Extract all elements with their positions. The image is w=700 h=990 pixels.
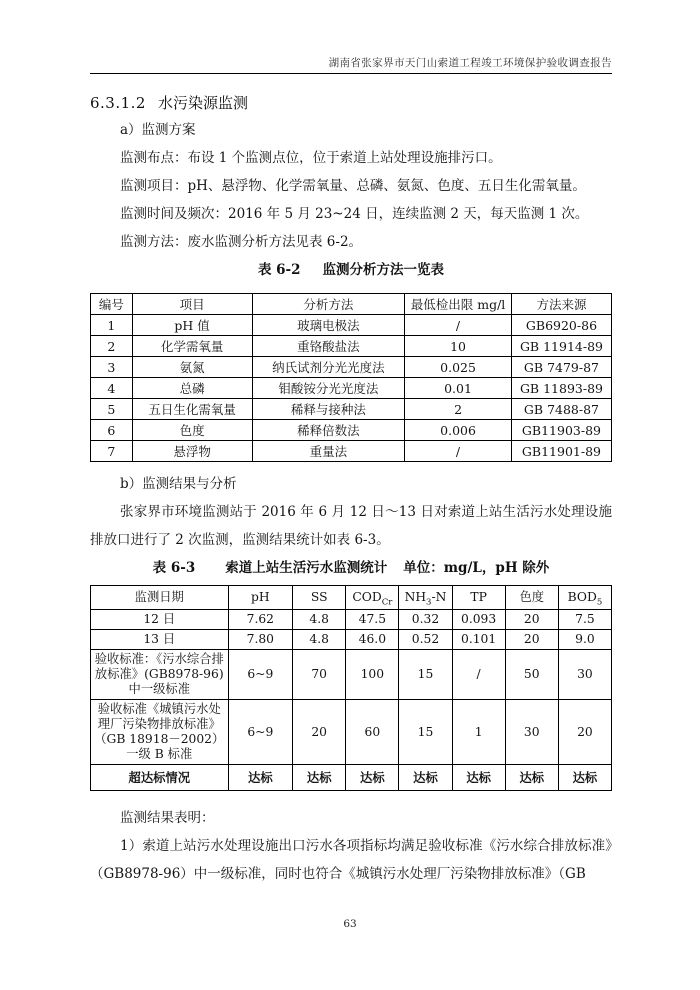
table-header-cell: 项目 (132, 294, 252, 315)
table-cell: / (405, 315, 512, 336)
table-cell: 6~9 (228, 650, 293, 700)
table-cell: 20 (505, 630, 558, 650)
table-cell: 达标 (228, 765, 293, 791)
running-header: 湖南省张家界市天门山索道工程竣工环境保护验收调查报告 (90, 57, 612, 74)
cell-text: TP (470, 590, 487, 604)
table-cell: 7.80 (228, 630, 293, 650)
table-cell: 玻璃电极法 (252, 315, 405, 336)
table-row (91, 765, 612, 791)
table-cell: / (405, 441, 512, 462)
table-cell: 验收标准《城镇污水处理厂污染物排放标准》（GB 18918－2002）一级 B 标准 (91, 700, 229, 765)
table-cell: 9.0 (558, 630, 611, 650)
table-cell: 重铬酸盐法 (252, 336, 405, 357)
table-header-cell (558, 586, 611, 610)
table-cell: GB 7479-87 (511, 357, 611, 378)
table-cell: GB11903-89 (511, 420, 611, 441)
table-cell: 20 (293, 700, 346, 765)
cell-text: COD (352, 590, 382, 604)
table-cell: pH 值 (132, 315, 252, 336)
table-header-cell (228, 586, 293, 610)
table-6-2 (90, 293, 612, 462)
table-cell: 0.32 (399, 610, 452, 630)
cell-subscript: 3 (426, 597, 432, 608)
table-cell: 超达标情况 (91, 765, 229, 791)
table-cell: / (452, 650, 505, 700)
table-cell: 总磷 (132, 378, 252, 399)
cell-text: 监测日期 (134, 590, 184, 604)
table-cell: 重量法 (252, 441, 405, 462)
table-cell: 3 (91, 357, 133, 378)
table-cell: 6 (91, 420, 133, 441)
table-cell: 46.0 (346, 630, 399, 650)
table-cell: 20 (505, 610, 558, 630)
table-row (91, 441, 612, 462)
table-cell: 稀释与接种法 (252, 399, 405, 420)
table-row (91, 315, 612, 336)
table-6-3-caption-title: 索道上站生活污水监测统计 (225, 560, 388, 576)
table-cell: 2 (91, 336, 133, 357)
table-cell: 达标 (346, 765, 399, 791)
table-cell: 2 (405, 399, 512, 420)
table-cell: 60 (346, 700, 399, 765)
table-cell: 五日生化需氧量 (132, 399, 252, 420)
table-row (91, 610, 612, 630)
table-cell: 达标 (558, 765, 611, 791)
table-cell: 达标 (399, 765, 452, 791)
monitoring-method-line: 监测方法：废水监测分析方法见表 6-2。 (120, 234, 363, 250)
table-header-row (91, 294, 612, 315)
table-cell: GB 11914-89 (511, 336, 611, 357)
cell-text: SS (310, 590, 328, 604)
table-cell: 纳氏试剂分光光度法 (252, 357, 405, 378)
section-heading (90, 92, 612, 114)
cell-text: -N (431, 590, 447, 604)
table-cell: 色度 (132, 420, 252, 441)
part-b-heading: b）监测结果与分析 (120, 476, 237, 492)
table-cell: 100 (346, 650, 399, 700)
cell-text: BOD (567, 590, 597, 604)
table-cell: 0.01 (405, 378, 512, 399)
conclusion-block (90, 804, 612, 888)
table-cell: 1 (452, 700, 505, 765)
part-b-paragraph: 张家界市环境监测站于 2016 年 6 月 12 日～13 日对索道上站生活污水处理设施排放口进行了 2 次监测，监测结果统计如表 6-3。 (90, 504, 612, 548)
table-cell: 7.5 (558, 610, 611, 630)
table-6-3-caption-unit: 单位：mg/L，pH 除外 (403, 560, 550, 576)
table-cell: 6~9 (228, 700, 293, 765)
table-header-row (91, 586, 612, 610)
table-cell: 0.025 (405, 357, 512, 378)
table-6-3 (90, 585, 612, 791)
table-cell: 化学需氧量 (132, 336, 252, 357)
table-cell: GB11901-89 (511, 441, 611, 462)
table-cell: 13 日 (91, 630, 229, 650)
table-cell: 15 (399, 650, 452, 700)
table-cell: 7.62 (228, 610, 293, 630)
table-cell: GB6920-86 (511, 315, 611, 336)
table-cell: 30 (505, 700, 558, 765)
conclusion-item-1: 1）索道上站污水处理设施出口污水各项指标均满足验收标准《污水综合排放标准》（GB8978-96）中一级标准，同时也符合《城镇污水处理厂污染物排放标准》（GB (90, 838, 612, 882)
table-header-cell (452, 586, 505, 610)
cell-subscript: Cr (381, 597, 393, 608)
table-cell: 15 (399, 700, 452, 765)
page-number: 63 (343, 918, 357, 930)
table-cell: 12 日 (91, 610, 229, 630)
table-cell: 7 (91, 441, 133, 462)
conclusion-lead: 监测结果表明： (120, 810, 215, 826)
table-row (91, 420, 612, 441)
table-header-cell: 最低检出限 mg/l (405, 294, 512, 315)
section-number: 6.3.1.2 (90, 94, 146, 112)
table-cell: 20 (558, 700, 611, 765)
table-header-cell (505, 586, 558, 610)
table-header-cell: 分析方法 (252, 294, 405, 315)
table-cell: 达标 (293, 765, 346, 791)
table-row (91, 336, 612, 357)
table-row (91, 630, 612, 650)
table-cell: 47.5 (346, 610, 399, 630)
monitoring-items-line: 监测项目：pH、悬浮物、化学需氧量、总磷、氨氮、色度、五日生化需氧量。 (120, 178, 586, 194)
monitoring-time-line: 监测时间及频次：2016 年 5 月 23~24 日，连续监测 2 天，每天监测 1 次。 (120, 206, 589, 222)
table-cell: 稀释倍数法 (252, 420, 405, 441)
table-header-cell: 编号 (91, 294, 133, 315)
table-cell: 4.8 (293, 630, 346, 650)
monitoring-plan-block (90, 116, 612, 256)
cell-text: pH (251, 590, 270, 604)
table-header-cell: 方法来源 (511, 294, 611, 315)
cell-text: 色度 (519, 590, 545, 604)
cell-subscript: 5 (596, 597, 603, 608)
table-cell: 0.093 (452, 610, 505, 630)
table-cell: 达标 (505, 765, 558, 791)
table-cell: 0.101 (452, 630, 505, 650)
table-cell: 70 (293, 650, 346, 700)
table-cell: 0.006 (405, 420, 512, 441)
table-row (91, 650, 612, 700)
table-cell: GB 11893-89 (511, 378, 611, 399)
table-row (91, 357, 612, 378)
table-cell: 钼酸铵分光光度法 (252, 378, 405, 399)
table-cell: 50 (505, 650, 558, 700)
table-cell: GB 7488-87 (511, 399, 611, 420)
table-6-2-caption (90, 258, 612, 282)
table-cell: 30 (558, 650, 611, 700)
table-row (91, 378, 612, 399)
table-6-2-caption-label: 表 6-2 (257, 262, 301, 278)
table-cell: 5 (91, 399, 133, 420)
table-cell: 4.8 (293, 610, 346, 630)
monitoring-points-line: 监测布点：布设 1 个监测点位，位于索道上站处理设施排污口。 (120, 150, 502, 166)
table-6-2-caption-title: 监测分析方法一览表 (322, 262, 445, 278)
section-title: 水污染源监测 (157, 94, 248, 112)
table-cell: 10 (405, 336, 512, 357)
table-header-cell (91, 586, 229, 610)
table-cell: 氨氮 (132, 357, 252, 378)
table-cell: 悬浮物 (132, 441, 252, 462)
table-6-3-caption-label: 表 6-3 (152, 560, 196, 576)
table-cell: 4 (91, 378, 133, 399)
table-cell: 1 (91, 315, 133, 336)
table-header-cell (293, 586, 346, 610)
table-header-cell (346, 586, 399, 610)
table-cell: 达标 (452, 765, 505, 791)
table-header-cell (399, 586, 452, 610)
table-6-3-caption (90, 556, 612, 580)
table-row (91, 700, 612, 765)
monitoring-result-block (90, 470, 612, 554)
cell-text: NH (404, 590, 427, 604)
table-cell: 0.52 (399, 630, 452, 650)
part-a-heading: a）监测方案 (120, 122, 196, 138)
table-row (91, 399, 612, 420)
table-cell: 验收标准：《污水综合排放标准》(GB8978-96)中一级标准 (91, 650, 229, 700)
